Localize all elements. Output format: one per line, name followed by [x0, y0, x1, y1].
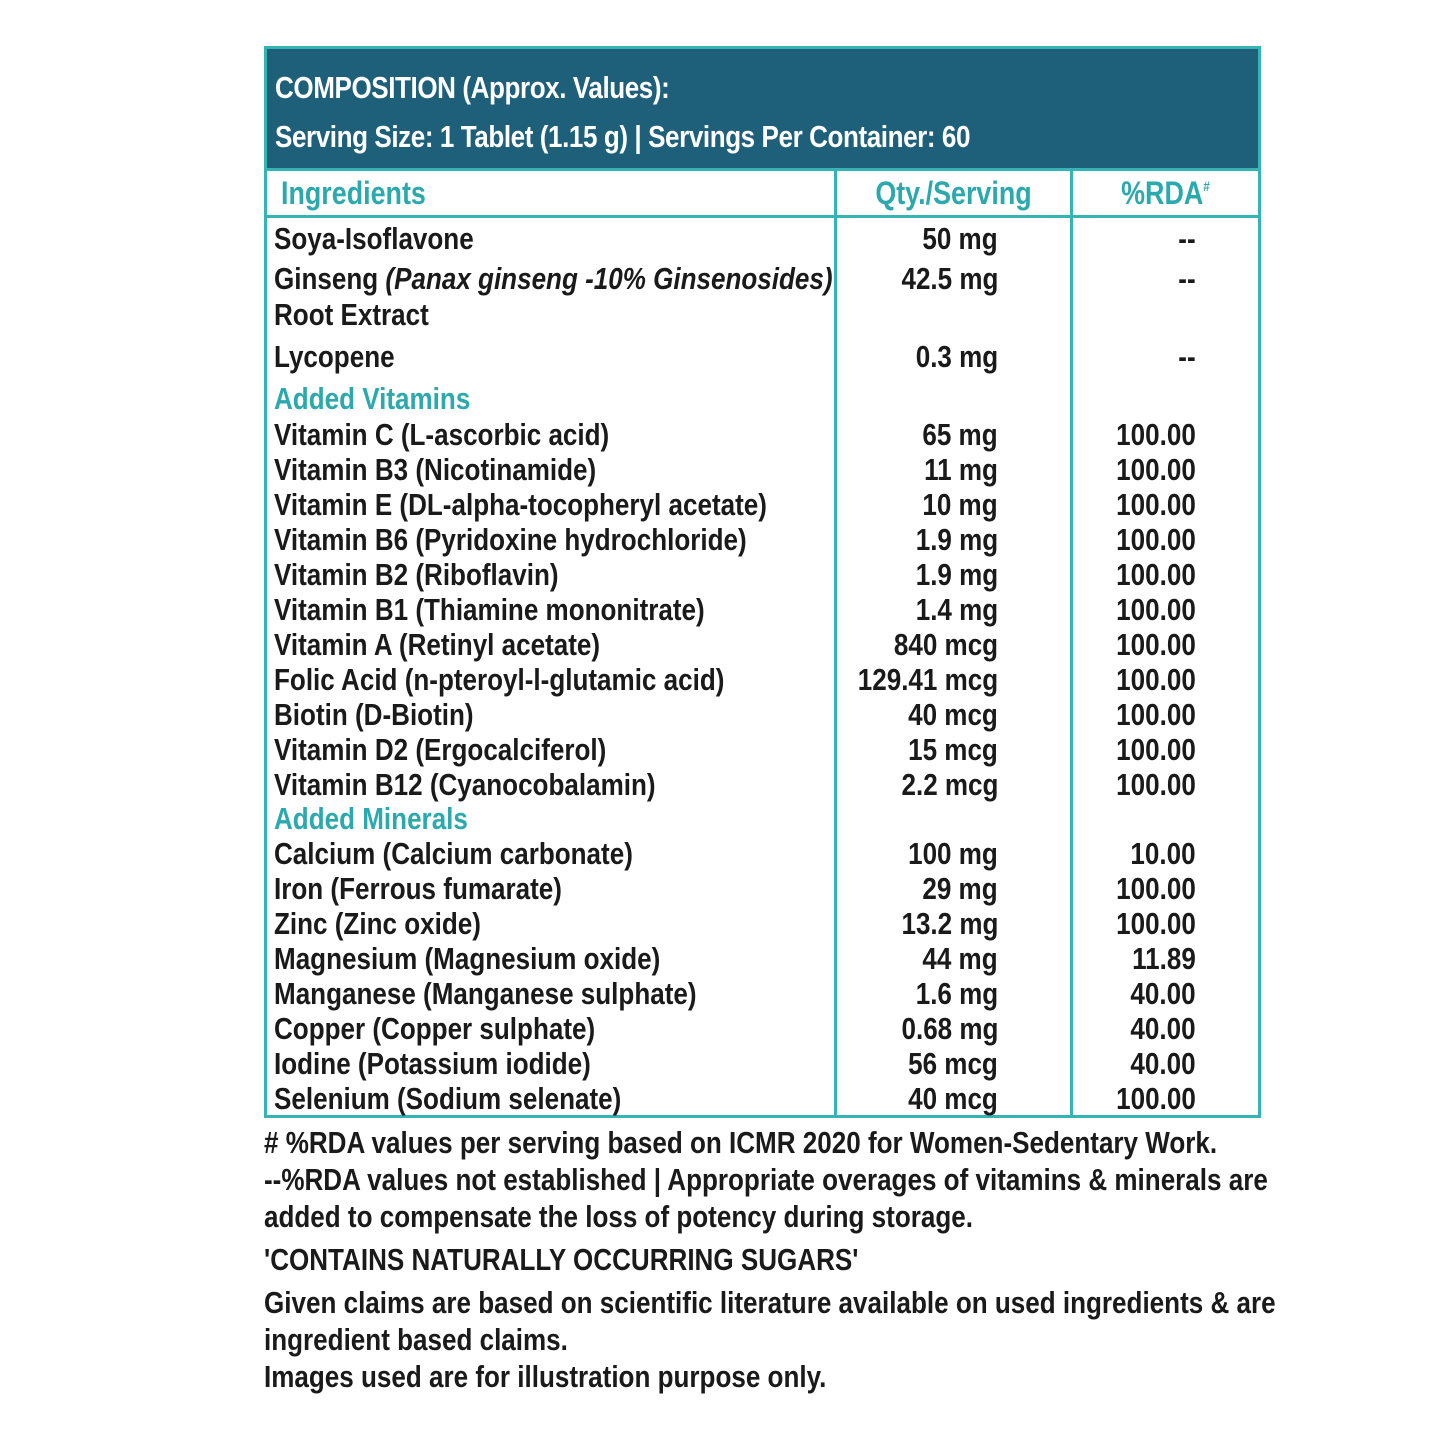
rda-value: 100.00 — [1116, 906, 1196, 941]
ingredient-name-text: Vitamin B12 (Cyanocobalamin) — [274, 767, 656, 802]
ingredient-name-text: Selenium (Sodium selenate) — [274, 1081, 622, 1116]
ingredient-name — [274, 732, 606, 768]
rda-value: 100.00 — [1116, 767, 1196, 802]
ingredient-name-text: Iodine (Potassium iodide) — [274, 1046, 591, 1081]
ingredient-name-text: Vitamin B3 (Nicotinamide) — [274, 452, 597, 487]
table-row — [267, 557, 1258, 593]
ingredient-name-text: Magnesium (Magnesium oxide) — [274, 941, 661, 976]
qty-per-serving: 15 mcg — [908, 732, 998, 767]
ingredient-name — [274, 941, 660, 977]
qty-per-serving: 13.2 mg — [901, 906, 998, 941]
ingredient-name — [274, 297, 429, 333]
footnotes — [264, 1124, 1274, 1395]
table-row — [267, 767, 1258, 803]
table-row — [267, 261, 1258, 297]
ingredient-name-text: Root Extract — [274, 297, 429, 332]
qty-per-serving: 2.2 mcg — [901, 767, 998, 802]
ingredient-name — [274, 697, 474, 733]
rda-value: 100.00 — [1116, 452, 1196, 487]
ingredient-name — [274, 836, 633, 872]
qty-per-serving: 1.6 mg — [915, 976, 998, 1011]
rda-value: -- — [1178, 221, 1196, 256]
ingredient-name-text: Folic Acid (n-pteroyl-l-glutamic acid) — [274, 662, 725, 697]
serving-info: Serving Size: 1 Tablet (1.15 g) | Servings Per Container: 60 — [275, 119, 971, 154]
ingredient-name-text: Lycopene — [274, 339, 395, 374]
rda-value: 40.00 — [1130, 976, 1196, 1011]
ingredient-name — [274, 871, 562, 907]
ingredient-name — [274, 976, 697, 1012]
ingredient-name — [274, 417, 609, 453]
qty-per-serving: 840 mcg — [893, 627, 998, 662]
rda-value: 11.89 — [1132, 941, 1196, 976]
table-row — [267, 1046, 1258, 1082]
rda-value: 100.00 — [1116, 627, 1196, 662]
table-row — [267, 487, 1258, 523]
table-row — [267, 1011, 1258, 1047]
ingredient-name-text: Vitamin B2 (Riboflavin) — [274, 557, 559, 592]
ingredient-name — [274, 261, 833, 297]
ingredient-name-text: Biotin (D-Biotin) — [274, 697, 474, 732]
rda-value: -- — [1178, 339, 1196, 374]
rda-value: -- — [1178, 261, 1196, 296]
col-header-rda-mark: # — [1203, 178, 1210, 194]
table-row — [267, 941, 1258, 977]
table-row — [267, 417, 1258, 453]
table-row — [267, 662, 1258, 698]
rda-value: 100.00 — [1116, 487, 1196, 522]
ingredient-name — [274, 627, 600, 663]
qty-per-serving: 1.4 mg — [915, 592, 998, 627]
table-row — [267, 732, 1258, 768]
qty-per-serving: 1.9 mg — [915, 557, 998, 592]
ingredient-name — [274, 1081, 621, 1117]
ingredient-name — [274, 592, 705, 628]
ingredient-name-text: Calcium (Calcium carbonate) — [274, 836, 633, 871]
table-row — [267, 221, 1258, 257]
ingredient-name-text: Manganese (Manganese sulphate) — [274, 976, 697, 1011]
rda-value: 40.00 — [1130, 1011, 1196, 1046]
rda-value: 100.00 — [1116, 662, 1196, 697]
sugars-note: 'CONTAINS NATURALLY OCCURRING SUGARS' — [264, 1242, 859, 1277]
ingredient-name-text: Vitamin C (L-ascorbic acid) — [274, 417, 610, 452]
ingredient-name-text: Zinc (Zinc oxide) — [274, 906, 481, 941]
ingredient-name — [274, 487, 767, 523]
table-row — [267, 906, 1258, 942]
col-header-ingredients: Ingredients — [281, 175, 426, 211]
table-row — [267, 522, 1258, 558]
claims-note-cont: ingredient based claims. — [264, 1322, 568, 1357]
rda-value: 10.00 — [1130, 836, 1196, 871]
ingredient-name — [274, 662, 724, 698]
section-heading-label: Added Minerals — [274, 801, 468, 836]
table-row — [267, 339, 1258, 375]
qty-per-serving: 56 mcg — [908, 1046, 998, 1081]
ingredient-name-text: Vitamin D2 (Ergocalciferol) — [274, 732, 607, 767]
ingredient-name-text: Vitamin A (Retinyl acetate) — [274, 627, 601, 662]
col-header-qty: Qty./Serving — [875, 175, 1032, 211]
rda-value: 100.00 — [1116, 557, 1196, 592]
col-header-rda — [1088, 171, 1243, 215]
ingredient-name — [274, 557, 559, 593]
header-divider — [267, 215, 1258, 218]
table-row — [267, 871, 1258, 907]
rda-value: 100.00 — [1116, 522, 1196, 557]
qty-per-serving: 129.41 mcg — [857, 662, 998, 697]
qty-per-serving: 0.3 mg — [915, 339, 998, 374]
composition-title: COMPOSITION (Approx. Values): — [275, 70, 670, 105]
qty-per-serving: 1.9 mg — [915, 522, 998, 557]
qty-per-serving: 40 mcg — [908, 697, 998, 732]
table-row — [267, 1081, 1258, 1117]
section-heading — [267, 381, 1258, 417]
claims-note: Given claims are based on scientific literature available on used ingredients & are — [264, 1285, 1276, 1320]
qty-per-serving: 44 mg — [922, 941, 998, 976]
rda-value: 100.00 — [1116, 871, 1196, 906]
table-row — [267, 297, 1258, 333]
rda-value: 100.00 — [1116, 417, 1196, 452]
table-row — [267, 627, 1258, 663]
ingredient-name-text: Vitamin B6 (Pyridoxine hydrochloride) — [274, 522, 747, 557]
qty-per-serving: 10 mg — [922, 487, 998, 522]
qty-per-serving: 11 mg — [924, 452, 998, 487]
ingredient-name-text: Vitamin E (DL-alpha-tocopheryl acetate) — [274, 487, 767, 522]
rda-value: 100.00 — [1116, 1081, 1196, 1116]
col-header-rda-label: %RDA — [1121, 175, 1204, 211]
qty-per-serving: 100 mg — [908, 836, 998, 871]
ingredient-name — [274, 1011, 595, 1047]
qty-per-serving: 0.68 mg — [901, 1011, 998, 1046]
rda-value: 100.00 — [1116, 592, 1196, 627]
composition-panel — [264, 46, 1261, 1118]
images-note: Images used are for illustration purpose only. — [264, 1359, 827, 1394]
ingredient-name-text: Soya-Isoflavone — [274, 221, 474, 256]
ingredient-name-text: Copper (Copper sulphate) — [274, 1011, 596, 1046]
ingredient-name-text: Vitamin B1 (Thiamine mononitrate) — [274, 592, 705, 627]
qty-per-serving: 29 mg — [922, 871, 998, 906]
qty-per-serving: 65 mg — [922, 417, 998, 452]
section-heading-label: Added Vitamins — [274, 381, 471, 416]
rda-value: 100.00 — [1116, 732, 1196, 767]
ingredient-name — [274, 452, 596, 488]
rda-value: 100.00 — [1116, 697, 1196, 732]
table-row — [267, 697, 1258, 733]
section-heading — [267, 801, 1258, 837]
ingredient-name — [274, 221, 474, 257]
ingredient-name-text: Ginseng — [274, 261, 386, 296]
table-row — [267, 836, 1258, 872]
footnote-rda: # %RDA values per serving based on ICMR 2020 for Women-Sedentary Work. — [264, 1125, 1218, 1160]
qty-per-serving: 42.5 mg — [901, 261, 998, 296]
footnote-overages: added to compensate the loss of potency during storage. — [264, 1199, 973, 1234]
rda-value: 40.00 — [1130, 1046, 1196, 1081]
ingredient-name — [274, 906, 481, 942]
ingredient-name-text: Iron (Ferrous fumarate) — [274, 871, 562, 906]
ingredient-name — [274, 1046, 591, 1082]
composition-header — [264, 46, 1261, 168]
ingredient-name — [274, 339, 395, 375]
ingredient-name — [274, 522, 747, 558]
footnote-not-established: --%RDA values not established | Appropriate overages of vitamins & minerals are — [264, 1162, 1268, 1197]
table-row — [267, 452, 1258, 488]
qty-per-serving: 40 mcg — [908, 1081, 998, 1116]
table-row — [267, 592, 1258, 628]
ingredient-name-detail: (Panax ginseng -10% Ginsenosides) — [385, 261, 833, 296]
table-row — [267, 976, 1258, 1012]
ingredient-name — [274, 767, 656, 803]
qty-per-serving: 50 mg — [922, 221, 998, 256]
composition-table — [264, 168, 1261, 1118]
